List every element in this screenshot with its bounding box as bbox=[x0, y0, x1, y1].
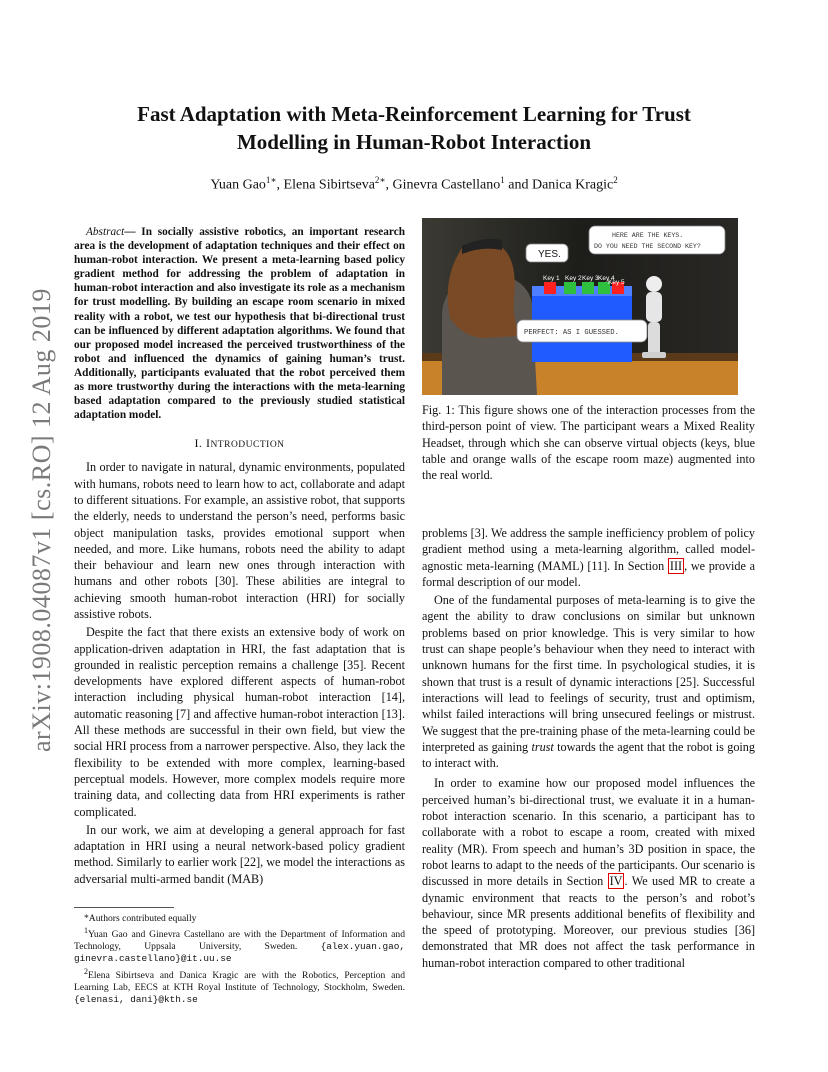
email-1a: {alex.yuan.gao, bbox=[320, 941, 405, 953]
abstract-lead: Abstract bbox=[86, 226, 125, 238]
author-1: Yuan Gao bbox=[210, 177, 266, 193]
bubble-top-line-1: HERE ARE THE KEYS. bbox=[612, 232, 684, 239]
title-line-1: Fast Adaptation with Meta-Reinforcement Learning for Trust bbox=[137, 102, 691, 126]
intro-paragraph-3: In our work, we aim at developing a general approach for fast adaptation in HRI using a neural network-based policy gradient method. Similarly to earlier work [22], we model the interactions as adversarial multi-armed bandit (MAB) bbox=[74, 822, 406, 886]
footnote-affiliation-1: $^1$Yuan Gao and Ginevra Castellano are with the Department of Information and Technology, Uppsala University, Sweden. {alex.yuan.gao, ginevra.castellano}@it.uu.se bbox=[74, 926, 405, 965]
figure-1-caption: Fig. 1: This figure shows one of the interaction processes from the third-person point of view. The participant wears a Mixed Reality Headset, through which she can observe virtual objects (keys, blue table and orange walls of the escape room maze) augmented into the real world. bbox=[422, 403, 755, 483]
intro-paragraph-1: In order to navigate in natural, dynamic environments, populated with humans, robots need to learn how to act, collaborate and adapt to different situations. For example, an assistive robot, that supports the elderly, needs to understand the person’s need, performs basic object manipulation tasks, provides emotional support when needed, and more. Like humans, robots need the ability to adapt their behaviour and learn new ones through interaction with humans and other robots [30]. These abilities are integral to achieving smooth human-robot interaction (HRI) for socially assistive robots. bbox=[74, 460, 405, 621]
author-1-mark: 1∗ bbox=[265, 175, 277, 185]
section-heading-introduction bbox=[74, 436, 405, 451]
key-label-4: Key 4 bbox=[598, 275, 615, 282]
abstract-text: — In socially assistive robotics, an important research area is the development of adaptation techniques and their effect on human-robot interaction. We present a meta-learning based policy gradient method for addressing the problem of adaptation in human-robot interaction and also investigate its role as a mechanism for trust modelling. By building an escape room scenario in mixed reality with a robot, we test our hypothesis that bi-directional trust can be influenced by different adaptation algorithms. We found that our proposed model increased the perceived trustworthiness of the robot and influenced the dynamics of gaining human’s trust. Additionally, participants evaluated that the robot perceived them as more trustworthy during the interactions with the meta-learning based adaptation compared to the previously studied statistical adaptation model. bbox=[74, 226, 405, 422]
author-2-mark: 2∗ bbox=[374, 175, 386, 185]
paper-title bbox=[100, 100, 728, 156]
author-3: Ginevra Castellano bbox=[392, 177, 501, 193]
figure-1-photo bbox=[422, 218, 738, 395]
section-numeral: I. bbox=[194, 436, 203, 451]
abstract bbox=[74, 225, 405, 422]
author-4: Danica Kragic bbox=[531, 177, 614, 193]
bubble-bottom: PERFECT: AS I GUESSED. bbox=[524, 329, 619, 337]
bubble-top-line-2: DO YOU NEED THE SECOND KEY? bbox=[594, 243, 701, 250]
section-title-cap: I bbox=[205, 436, 211, 451]
section-title-rest: NTRODUCTION bbox=[210, 440, 285, 451]
left-column bbox=[74, 225, 405, 889]
right-paragraph-2: One of the fundamental purposes of meta-learning is to give the agent the ability to draw conclusions on similar but unknown problems based on prior knowledge. This is very similar to how trust can shape people’s behaviour when they need to interact with unknown humans for the first time. In psychological studies, it is shown that trust is a result of dynamic interactions [25]. Successful interactions will lead to feelings of security, trust and optimism, whilst failed interactions will bring unsecured feelings or mistrust. We suggest that the pre-training phase of the meta-learning could be interpreted as gaining trust towards the agent that the robot is going to interact with. bbox=[422, 593, 755, 771]
title-line-2: Modelling in Human-Robot Interaction bbox=[236, 130, 592, 154]
author-list: Yuan Gao$^{1∗}$, Elena Sibirtseva$^{2∗}$, Ginevra Castellano$^1$ and Danica Kragic$^2$ bbox=[210, 175, 618, 193]
author-3-mark: 1 bbox=[500, 175, 505, 185]
email-1b: ginevra.castellano}@it.uu.se bbox=[74, 953, 232, 965]
key-label-1: Key 1 bbox=[543, 275, 560, 282]
figure-scene bbox=[422, 218, 738, 395]
right-paragraph-3: In order to examine how our proposed model influences the perceived human’s bi-directional trust, we evaluate it in a human-robot interaction scenario. In this scenario, a participant has to collaborate with a robot to escape a room, created with mixed reality (MR). From speech and human’s 3D position in space, the robot learns to adapt to the needs of the participants. Our scenario is discussed in more details in Section IV . We used MR to create a dynamic environment that reacts to the person’s and robot’s behaviour, since MR presents additional benefits of flexibility and the speed of prototyping. Moreover, our previous studies [36] demonstrated that MR does not affect the task performance in human-robot interaction compared to other traditional bbox=[422, 776, 755, 970]
section-ref-link[interactable]: III bbox=[669, 558, 683, 573]
footnotes bbox=[74, 909, 405, 1006]
email-2: {elenasi, dani}@kth.se bbox=[74, 993, 198, 1005]
footnote-affiliation-2: $^2$Elena Sibirtseva and Danica Kragic are with the Robotics, Perception and Learning Lab, EECS at KTH Royal Institute of Technology, Stockholm, Sweden. {elenasi, dani}@kth.se bbox=[74, 966, 405, 1005]
key-label-3: Key 3 bbox=[582, 275, 599, 282]
bubble-yes: YES. bbox=[538, 249, 561, 260]
footnote-rule bbox=[74, 907, 174, 908]
author-and: and bbox=[508, 177, 529, 193]
footnote-equal-contribution: *Authors contributed equally bbox=[84, 913, 197, 924]
intro-paragraph-2: Despite the fact that there exists an extensive body of work on application-driven adaptation in HRI, the fast adaptation that is grounded in realistic perception remains a challenge [35]. Recent developments have explored different aspects of human-robot interaction including physical human-robot interaction [14], automatic reasoning [7] and affective human-robot interaction [13]. All these methods are successful in their own field, but view the social HRI process from a narrower perspective. Also, they lack the flexibility to be extended with more complex, learning-based perceptual models. However, more complex models require more training data, and collecting data from HRI experiments is rather complicated. bbox=[74, 625, 405, 819]
key-label-5: Key 5 bbox=[608, 279, 625, 286]
arxiv-identifier: arXiv:1908.04087v1 [cs.RO] 12 Aug 2019 bbox=[27, 288, 56, 752]
key-label-2: Key 2 bbox=[565, 275, 582, 282]
author-4-mark: 2 bbox=[613, 175, 618, 185]
section-ref-link[interactable]: IV bbox=[609, 874, 623, 889]
right-column bbox=[422, 525, 755, 973]
author-2: Elena Sibirtseva bbox=[283, 177, 375, 193]
right-paragraph-1: problems [3]. We address the sample inefficiency problem of policy gradient method using a meta-learning algorithm, called model-agnostic meta-learning (MAML) [11]. In Section III , we provide a formal description of our model. bbox=[422, 526, 755, 589]
